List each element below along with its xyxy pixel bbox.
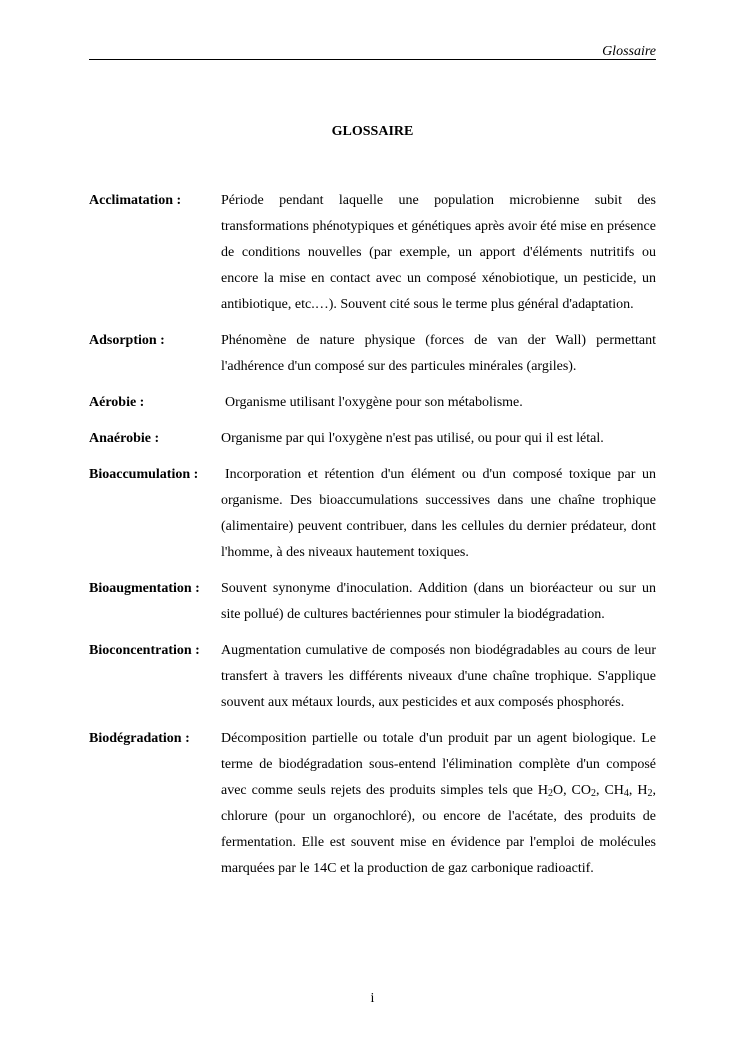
glossary-entry (89, 328, 656, 380)
glossary-term: Bioaccumulation : (89, 467, 199, 482)
glossary-definition: Organisme par qui l'oxygène n'est pas utilisé, ou pour qui il est létal. (221, 431, 604, 446)
page-number: i (370, 991, 375, 1006)
definition-text: , H (628, 783, 648, 798)
glossary-term: Bioaugmentation : (89, 581, 200, 596)
glossary-entry (89, 426, 656, 452)
subscript: 2 (647, 788, 653, 799)
definition-text: Décomposition partielle ou totale d'un produit par un agent biologique. Le terme de biodégradation sous-entend l'élimination complète d'un composé avec comme seuls rejets des produits simples tels que H (221, 731, 656, 798)
glossary-entry (89, 188, 656, 318)
glossary-list (89, 188, 656, 892)
glossary-definition: Phénomène de nature physique (forces de van der Wall) permettant l'adhérence d'un composé sur des particules minérales (argiles). (221, 333, 656, 374)
definition-text: O, CO (552, 783, 591, 798)
definition-text: , CH (596, 783, 624, 798)
definition-text: Incorporation et rétention d'un élément ou d'un composé toxique par un organisme. Des bioaccumulations successives dans une chaîne trophique (alimentaire) peuvent contribuer, dans les cellules du dernier prédateur, dont l'homme, à des niveaux hautement toxiques. (221, 467, 656, 560)
glossary-entry (89, 726, 656, 882)
glossary-entry (89, 576, 656, 628)
glossary-term: Biodégradation : (89, 731, 190, 746)
glossary-term: Adsorption : (89, 333, 165, 348)
glossary-definition: Période pendant laquelle une population microbienne subit des transformations phénotypiques et génétiques après avoir été mise en présence de conditions nouvelles (par exemple, un apport d'éléments nutritifs ou encore la mise en contact avec un composé xénobiotique, un pesticide, un antibiotique, etc.…). Souvent cité sous le terme plus général d'adaptation. (221, 193, 656, 312)
subscript: 2 (547, 788, 553, 799)
definition-text: , chlorure (pour un organochloré), ou encore de l'acétate, des produits de fermentation. Elle est souvent mise en évidence par l'emploi de molécules marquées par le 14C et la production de gaz carbonique radioactif. (221, 783, 656, 876)
page-title: GLOSSAIRE (331, 124, 414, 139)
definition-text: Organisme utilisant l'oxygène pour son métabolisme. (225, 395, 523, 410)
glossary-definition: Souvent synonyme d'inoculation. Addition (dans un bioréacteur ou sur un site pollué) de cultures bactériennes pour stimuler la biodégradation. (221, 581, 656, 622)
glossary-term: Anaérobie : (89, 431, 160, 446)
glossary-term: Bioconcentration : (89, 643, 200, 658)
glossary-term: Acclimatation : (89, 193, 182, 208)
glossary-term: Aérobie : (89, 395, 145, 410)
glossary-definition (221, 462, 656, 566)
subscript: 2 (591, 788, 596, 799)
glossary-entry (89, 462, 656, 566)
subscript: 4 (623, 788, 629, 799)
glossary-entry (89, 638, 656, 716)
glossary-definition (221, 390, 656, 416)
glossary-definition: Augmentation cumulative de composés non biodégradables au cours de leur transfert à travers les différents niveaux d'une chaîne trophique. S'applique souvent aux métaux lourds, aux pesticides et aux composés phosphorés. (221, 643, 656, 710)
glossary-definition (221, 726, 656, 882)
running-header: Glossaire (602, 44, 656, 59)
header-rule (89, 59, 656, 60)
glossary-entry (89, 390, 656, 416)
